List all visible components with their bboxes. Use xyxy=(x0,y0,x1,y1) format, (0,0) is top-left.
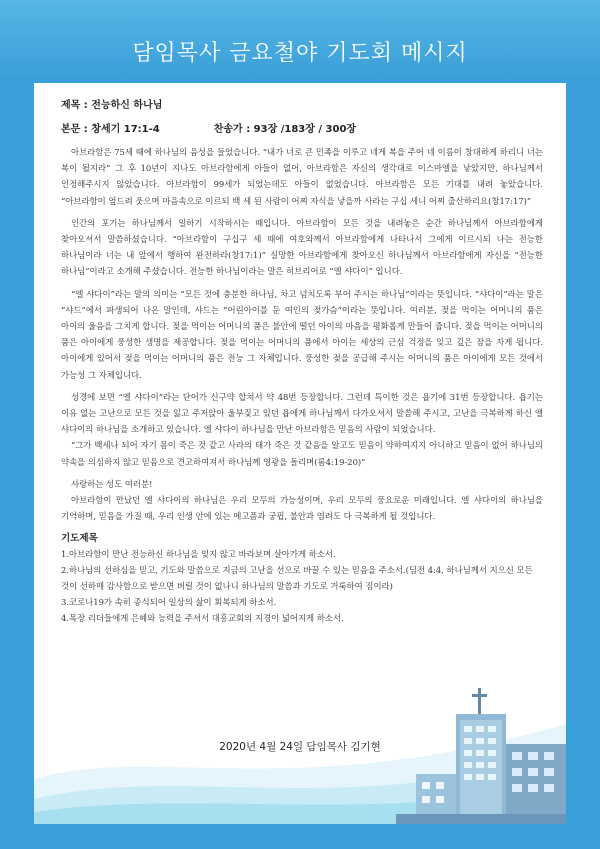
header-banner xyxy=(0,0,600,80)
quote-romans: “그가 백세나 되어 자기 몸이 죽은 것 같고 사라의 태가 죽은 것 같음을 알고도 믿음이 약하여지지 아니하고 믿음이 없어 하나님의 약속을 의심하지 않고 믿음으로 견고하여져서 하나님께 영광을 돌리며(롬4:19-20)” xyxy=(61,440,543,467)
prayer-item-3: 3.코로나19가 속히 종식되어 일상의 삶이 회복되게 하소서. xyxy=(61,597,277,608)
prayer-item-1: 1.아브라함이 만난 전능하신 하나님을 잊지 않고 바라보며 살아가게 하소서. xyxy=(61,549,336,560)
scripture-reference: 본문 : 창세기 17:1-4 xyxy=(61,124,160,135)
greeting-line: 사랑하는 성도 여러분! xyxy=(71,478,153,489)
sermon-title: 제목 : 전능하신 하나님 xyxy=(61,100,163,111)
page-title: 담임목사 금요철야 기도회 메시지 xyxy=(132,41,468,66)
message-sheet xyxy=(34,83,566,824)
paragraph-2: 인간의 포기는 하나님께서 일하기 시작하시는 때입니다. 아브라함이 모든 것을 내려놓은 순간 하나님께서 아브라함에게 찾아오셔서 말씀하셨습니다. “아브라함이 구십구 세 때에 여호와께서 아브라함에게 나타나서 그에게 이르시되 나는 전능한 하나님이라 너는 내 앞에서 행하여 완전하라(창17:1)” 실망한 아브라함에게 찾아오신 하나님께서 아브라함에게 자신을 “전능한 하나님”이라고 소개해 주셨습니다. 전능한 하나님이라는 말은 히브리어로 “엘 샤다이” 입니다. xyxy=(61,217,543,277)
paragraph-3: “엘 샤다이”라는 말의 의미는 “모든 것에 충분한 하나님, 차고 넘치도록 부어 주시는 하나님”이라는 뜻입니다. “샤다이”라는 말은 “샤드”에서 파생되어 나온 말인데, 샤드는 “어린아이를 둔 여인의 젖가슴”이라는 뜻입니다. 여러분, 젖을 먹이는 어머니의 품은 아이의 울음을 그치게 합니다. 젖을 먹이는 어머니의 품은 불안에 떨던 아이의 마음을 평화롭게 만들어 줍니다. 젖을 먹이는 어머니의 품은 아이에게 풍성한 생명을 제공합니다. 젖을 먹이는 어머니의 품에서 아이는 세상의 근심 걱정을 잊고 깊은 잠을 자게 됩니다. 아이에게 있어서 젖을 먹이는 어머니의 품은 전능 그 자체입니다. 풍성한 젖을 공급해 주시는 어머니의 품은 아이에게 모든 것에서 가능성 그 자체입니다. xyxy=(61,288,543,380)
closing-paragraph: 아브라함이 만났던 엘 샤다이의 하나님은 우리 모두의 가능성이며, 우리 모두의 풍요로운 미래입니다. 엘 샤다이의 하나님을 기억하며, 믿음을 가질 때, 우리 인생 안에 있는 메고픔과 궁핍, 불안과 염려도 다 극복하게 될 것입니다. xyxy=(61,495,543,522)
paragraph-1: 아브라함은 75세 때에 하나님의 음성을 들었습니다. “내가 너로 큰 민족을 이루고 네게 복을 주어 네 이름이 창대하게 하리니 너는 복이 될지라” 그 후 10년이 지나도 아브라함에게 아들이 없어, 아브라함은 자신의 생각대로 이스마엘을 낳았지만, 하나님께서 인정해주시지 않았습니다. 아브라함이 99세가 되었는데도 아들이 없었습니다. 아브라함은 모든 기대를 내려 놓았습니다. “아브라함이 엎드려 웃으며 마음속으로 이르되 백 세 된 사람이 어찌 자식을 낳을까 사라는 구십 세니 어찌 출산하리요(창17:17)” xyxy=(61,147,543,206)
paragraph-4: 성경에 보면 “엘 샤다이”라는 단어가 신구약 합쳐서 약 48번 등장합니다. 그런데 특이한 것은 욥기에 31번 등장합니다. 욥기는 이유 없는 고난으로 모든 것을 잃고 주저앉아 울부짖고 있던 욥에게 하나님께서 다가오셔서 말씀해 주시고, 고난을 극복하게 하신 엘 샤다이의 하나님을 소개하고 있습니다. 엘 샤다이 하나님을 만난 아브라함은 믿음의 사람이 되었습니다. xyxy=(61,391,543,435)
hymn-numbers: 찬송가 : 93장 /183장 / 300장 xyxy=(213,124,357,135)
scripture-hymn-row xyxy=(61,120,543,135)
prayer-item-4: 4.목장 리더들에게 은혜와 능력을 주셔서 대흥교회의 지경이 넓어지게 하소서. xyxy=(61,613,344,624)
prayer-heading: 기도제목 xyxy=(61,533,98,545)
prayer-item-2: 2.하나님의 선하심을 믿고, 기도와 말씀으로 지금의 고난을 선으로 바꿀 수 있는 믿음을 주소서.(딤전 4:4, 하나님께서 지으신 모든 것이 선하매 감사함으로 받으면 버릴 것이 없나니 하나님의 말씀과 기도로 거룩하여 짐이라) xyxy=(61,565,533,592)
signature-line: 2020년 4월 24일 담임목사 김기현 xyxy=(219,741,381,753)
message-body xyxy=(61,96,543,626)
